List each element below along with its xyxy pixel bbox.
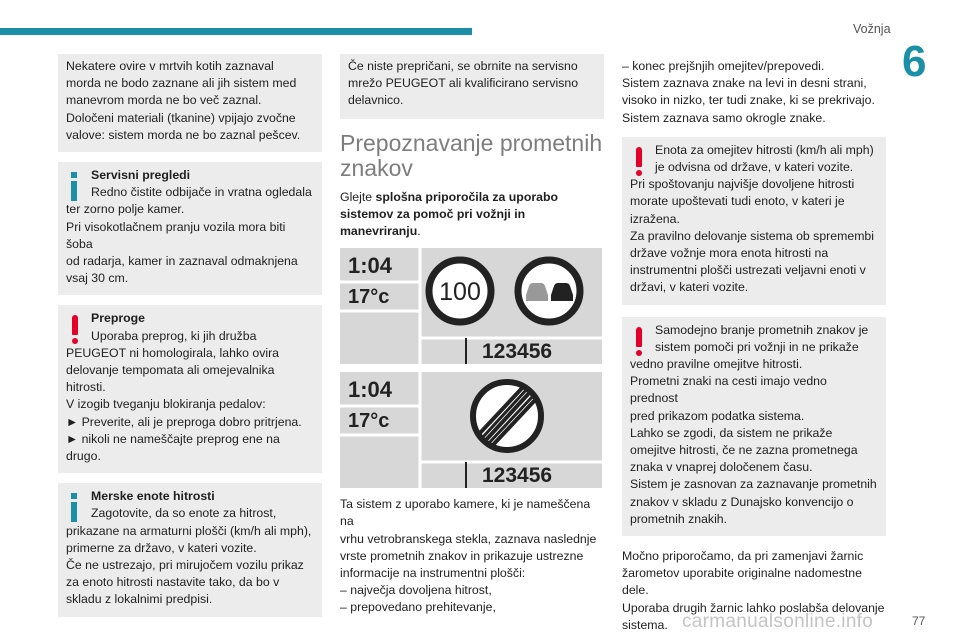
heading-line: Prepoznavanje prometnih xyxy=(340,129,603,156)
text-line: Enota za omejitev hitrosti (km/h ali mph) xyxy=(655,142,874,157)
text-line: primerne za državo, v kateri vozite. xyxy=(66,540,257,555)
text-line: prikazane na armaturni plošči (km/h ali mph), xyxy=(66,523,312,538)
info-icon xyxy=(67,172,83,202)
info-box-title: Merske enote hitrosti xyxy=(91,489,215,504)
warning-icon xyxy=(631,147,647,177)
text-line: ► nikoli ne nameščajte preprog ene na xyxy=(66,431,280,446)
text-line: informacije na instrumentni plošči: xyxy=(340,566,526,581)
section-title: Vožnja xyxy=(853,22,891,36)
temperature-readout: 17°c xyxy=(348,286,390,309)
warning-box-mats xyxy=(58,305,322,473)
heading-line: znakov xyxy=(340,154,413,181)
warning-box-title: Preproge xyxy=(91,311,145,326)
text-line: visoko in nizko, ter tudi znake, ki se prekrivajo. xyxy=(622,93,875,108)
clock-readout: 1:04 xyxy=(348,253,393,279)
section-heading xyxy=(340,131,604,181)
text-line: Močno priporočamo, da pri zamenjavi žarnic xyxy=(622,549,864,564)
page-number: 77 xyxy=(912,614,926,628)
text-line: manevrom morda ne bo več zaznal. xyxy=(66,93,262,108)
text-line: Uporaba preprog, ki jih družba xyxy=(91,328,257,343)
info-box-title: Servisni pregledi xyxy=(91,168,191,183)
odometer-readout: 123456 xyxy=(482,340,553,364)
warning-icon xyxy=(631,327,647,357)
text-line: Pri spoštovanju najvišje dovoljene hitrosti xyxy=(630,177,855,192)
text-line: žarometov uporabite originalne nadomestne xyxy=(622,566,862,581)
text-line: delovanje tempomata ali omejevalnika xyxy=(66,363,275,378)
info-box-speed-units xyxy=(58,483,322,616)
header-accent-bar xyxy=(0,28,472,35)
info-icon xyxy=(67,493,83,523)
instrument-panel-end-restrictions xyxy=(340,372,602,488)
text-line: skladu z lokalnimi predpisi. xyxy=(66,592,213,607)
text-line: sistem pomoči pri vožnji in ne prikaže xyxy=(655,339,859,354)
temperature-readout: 17°c xyxy=(348,410,390,433)
text-line: Če ne ustrezajo, pri mirujočem vozilu prikaz xyxy=(66,558,304,573)
text-line: države vožnje mora enota hitrosti na xyxy=(630,246,829,261)
text-line: Če niste prepričani, se obrnite na servisno xyxy=(348,59,578,73)
text-line: prometnih znakih. xyxy=(630,511,728,526)
instrument-panel-speed-limit xyxy=(340,248,602,364)
text-line: drugo. xyxy=(66,449,101,464)
list-item: – največja dovoljena hitrost, xyxy=(340,583,492,598)
list-item: – konec prejšnjih omejitev/prepovedi. xyxy=(622,59,825,73)
body-text xyxy=(340,496,604,616)
text-line: dele. xyxy=(622,583,649,598)
info-box-service xyxy=(58,162,322,295)
text-line: ► Preverite, ali je preproga dobro pritrjena. xyxy=(66,414,302,429)
column-3 xyxy=(622,58,886,634)
text-line: za enoto hitrosti nastavite tako, da bo v xyxy=(66,575,280,590)
text-line: vedno pravilne omejitve hitrosti. xyxy=(630,357,803,372)
text-line: morate upoštevati tudi enoto, v kateri je xyxy=(630,194,845,209)
speed-limit-sign-icon xyxy=(429,260,491,322)
text-line: delavnico. xyxy=(348,93,404,108)
text-line: Ta sistem z uporabo kamere, ki je nameščena na xyxy=(340,497,591,529)
text-line: mrežo PEUGEOT ali kvalificirano servisno xyxy=(348,76,579,91)
end-of-restrictions-sign-icon xyxy=(473,382,541,450)
column-1 xyxy=(58,54,322,627)
intro-paragraph: Glejte splošna priporočila za uporabo sistemov za pomoč pri vožnji in manevriranju. xyxy=(340,189,558,239)
text-line: valove: sistem morda ne bo zaznal pešcev. xyxy=(66,127,301,142)
text-line: Samodejno branje prometnih znakov je xyxy=(655,322,869,337)
text-line: Za pravilno delovanje sistema ob spremembi xyxy=(630,228,875,243)
list-item: – prepovedano prehitevanje, xyxy=(340,600,496,615)
text-line: instrumentni plošči ustrezati veljavni enoti v xyxy=(630,263,866,278)
text-line: Sistem zaznava znake na levi in desni strani, xyxy=(622,76,867,91)
text-line: vsaj 30 cm. xyxy=(66,271,129,286)
text-line: PEUGEOT ni homologirala, lahko ovira xyxy=(66,345,280,360)
watermark: carmanualsonline.info xyxy=(682,611,874,632)
warning-box-speed-units xyxy=(622,137,886,305)
text-line: Pri visokotlačnem pranju vozila mora biti šoba xyxy=(66,219,286,251)
text-line: vrste prometnih znakov in prikazuje ustrezne xyxy=(340,548,584,563)
column-2 xyxy=(340,54,604,617)
service-network-note xyxy=(340,54,604,119)
intro-text xyxy=(622,58,886,127)
text-line: izražena. xyxy=(630,211,680,226)
text-line: ter zorno polje kamer. xyxy=(66,202,185,217)
text-line: omejitve hitrosti, če ne zazna prometnega xyxy=(630,443,858,458)
text-line: Lahko se zgodi, da sistem ne prikaže xyxy=(630,425,833,440)
text-line: Nekatere ovire v mrtvih kotih zaznaval xyxy=(66,59,274,73)
text-line: znaka v vnaprej določenem času. xyxy=(630,460,813,475)
odometer-readout: 123456 xyxy=(482,464,553,488)
text-line: Sistem je zasnovan za zaznavanje prometnih xyxy=(630,477,877,492)
clock-readout: 1:04 xyxy=(348,377,393,403)
text-line: vrhu vetrobranskega stekla, zaznava naslednje xyxy=(340,531,597,546)
no-overtaking-sign-icon xyxy=(518,260,580,322)
text-line: Redno čistite odbijače in vratna ogledala xyxy=(91,185,312,200)
text-line: hitrosti. xyxy=(66,380,106,395)
text-line: od radarja, kamer in zaznaval odmaknjena xyxy=(66,254,298,269)
warning-box-automatic-reading xyxy=(622,317,886,536)
text-line: V izogib tveganju blokiranja pedalov: xyxy=(66,397,266,412)
text-line: sistema. xyxy=(622,617,668,632)
text-line: Sistem zaznava samo okrogle znake. xyxy=(622,110,826,125)
text-line: znakov v skladu z Dunajsko konvencijo o xyxy=(630,494,854,509)
speed-limit-value: 100 xyxy=(439,278,481,307)
warning-icon xyxy=(67,315,83,345)
text-line: pred prikazom podatka sistema. xyxy=(630,408,805,423)
text-line: morda ne bodo zaznane ali jih sistem med xyxy=(66,76,297,91)
text-line: Prometni znaki na cesti imajo vedno prednost xyxy=(630,374,827,406)
text-line: Določeni materiali (tkanine) vpijajo zvočne xyxy=(66,110,296,125)
chapter-number: 6 xyxy=(902,37,927,86)
text-line: Uporaba drugih žarnic lahko poslabša delovanje xyxy=(622,600,885,615)
blind-spot-note xyxy=(58,54,322,152)
text-line: Zagotovite, da so enote za hitrost, xyxy=(91,506,277,521)
text-line: je odvisna od države, v kateri vozite. xyxy=(655,160,854,175)
text-line: državi, v kateri vozite. xyxy=(630,280,749,295)
